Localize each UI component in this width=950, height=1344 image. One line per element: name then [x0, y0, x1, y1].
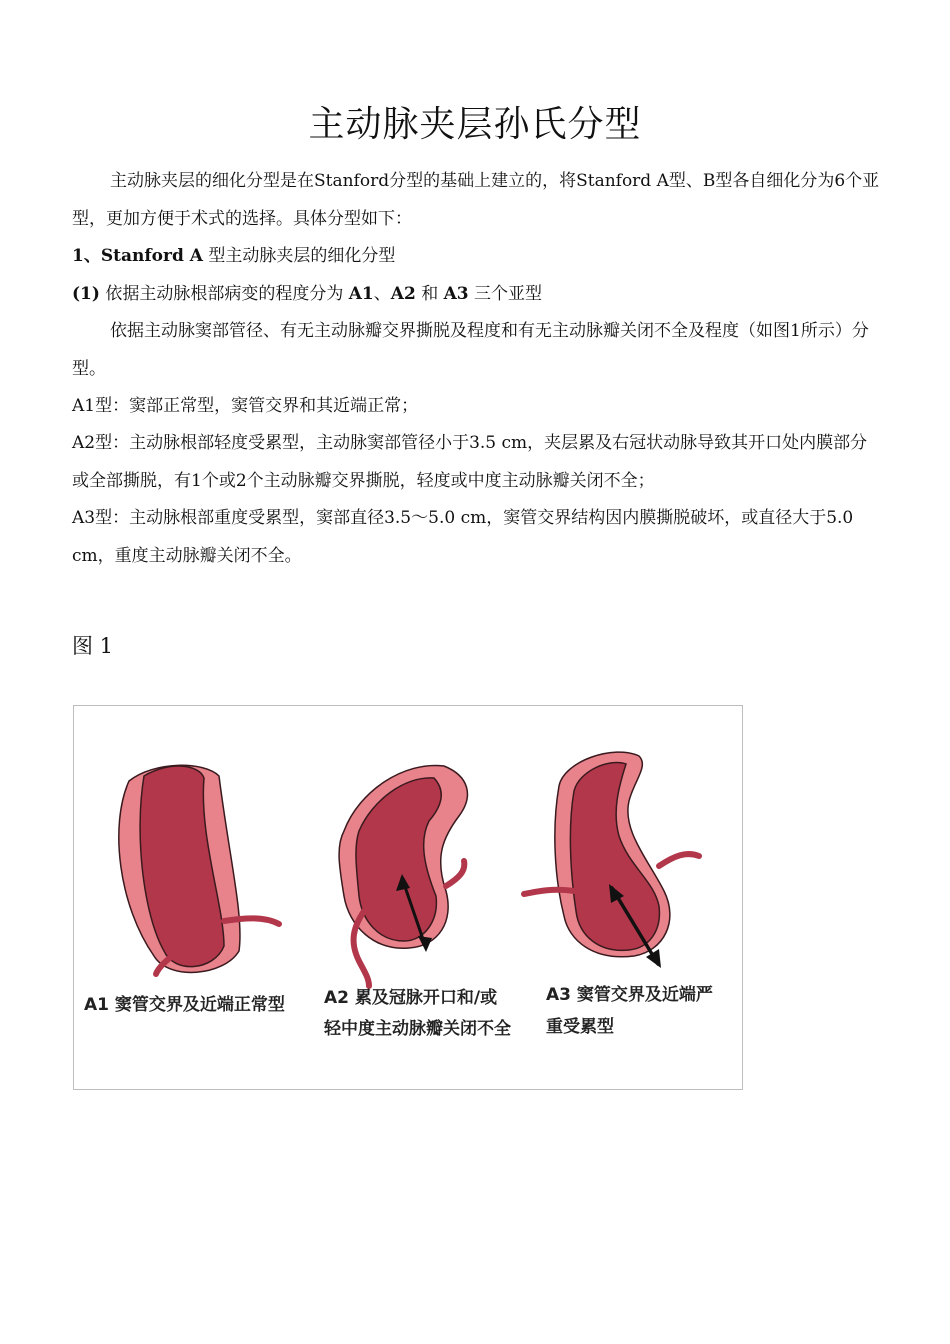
subsection-text-b: 三个亚型: [468, 284, 543, 304]
a2-coronary-branch-right: [446, 861, 464, 886]
subsection-text-a: 依据主动脉根部病变的程度分为: [99, 284, 349, 304]
section-bold-term: Stanford A: [100, 246, 203, 266]
caption-a2-line1: A2 累及冠脉开口和/或: [324, 988, 498, 1008]
intro-paragraph: 主动脉夹层的细化分型是在Stanford分型的基础上建立的，将Stanford A型、B型各自细化分为6个亚型，更加方便于术式的选择。具体分型如下：: [72, 171, 880, 229]
section-number: 1、: [72, 246, 101, 266]
subsection-heading-root: [72, 276, 880, 314]
section-heading-stanford-a: [72, 238, 880, 276]
subsection-sep2: 和: [415, 284, 444, 304]
subsection-sep1: 、: [373, 284, 391, 304]
subtype-a1-term: A1: [348, 284, 374, 304]
caption-a3-line1: A3 窦管交界及近端严: [546, 985, 713, 1005]
caption-a1: A1 窦管交界及近端正常型: [84, 995, 285, 1015]
aorta-a3-drawing: [524, 752, 699, 957]
basis-paragraph: 依据主动脉窦部管径、有无主动脉瓣交界撕脱及程度和有无主动脉瓣关闭不全及程度（如图1所示）分型。: [72, 321, 869, 379]
type-a1-description: A1型：窦部正常型，窦管交界和其近端正常；: [72, 396, 419, 416]
subsection-number: (1): [72, 284, 100, 304]
a3-inner-lumen: [570, 763, 659, 951]
caption-a2-line2: 轻中度主动脉瓣关闭不全: [324, 1019, 511, 1039]
aorta-a2-drawing: [339, 765, 467, 986]
subtype-a3-term: A3: [443, 284, 469, 304]
a3-coronary-branch-right: [659, 854, 699, 866]
figure-label: 图 1: [72, 634, 114, 658]
page-title: 主动脉夹层孙氏分型: [308, 104, 642, 145]
caption-a3-line2: 重受累型: [546, 1017, 614, 1037]
aorta-a1-drawing: [119, 765, 279, 974]
subtype-a2-term: A2: [390, 284, 416, 304]
section-heading-rest: 型主动脉夹层的细化分型: [202, 246, 396, 266]
figure-1-illustration: [73, 705, 743, 1090]
type-a2-description: A2型：主动脉根部轻度受累型，主动脉窦部管径小于3.5 cm，夹层累及右冠状动脉导致其开口处内膜部分或全部撕脱，有1个或2个主动脉瓣交界撕脱，轻度或中度主动脉瓣关闭不全；: [72, 433, 868, 491]
type-a3-description: A3型：主动脉根部重度受累型，窦部直径3.5～5.0 cm，窦管交界结构因内膜撕脱破坏，或直径大于5.0 cm，重度主动脉瓣关闭不全。: [72, 508, 854, 566]
